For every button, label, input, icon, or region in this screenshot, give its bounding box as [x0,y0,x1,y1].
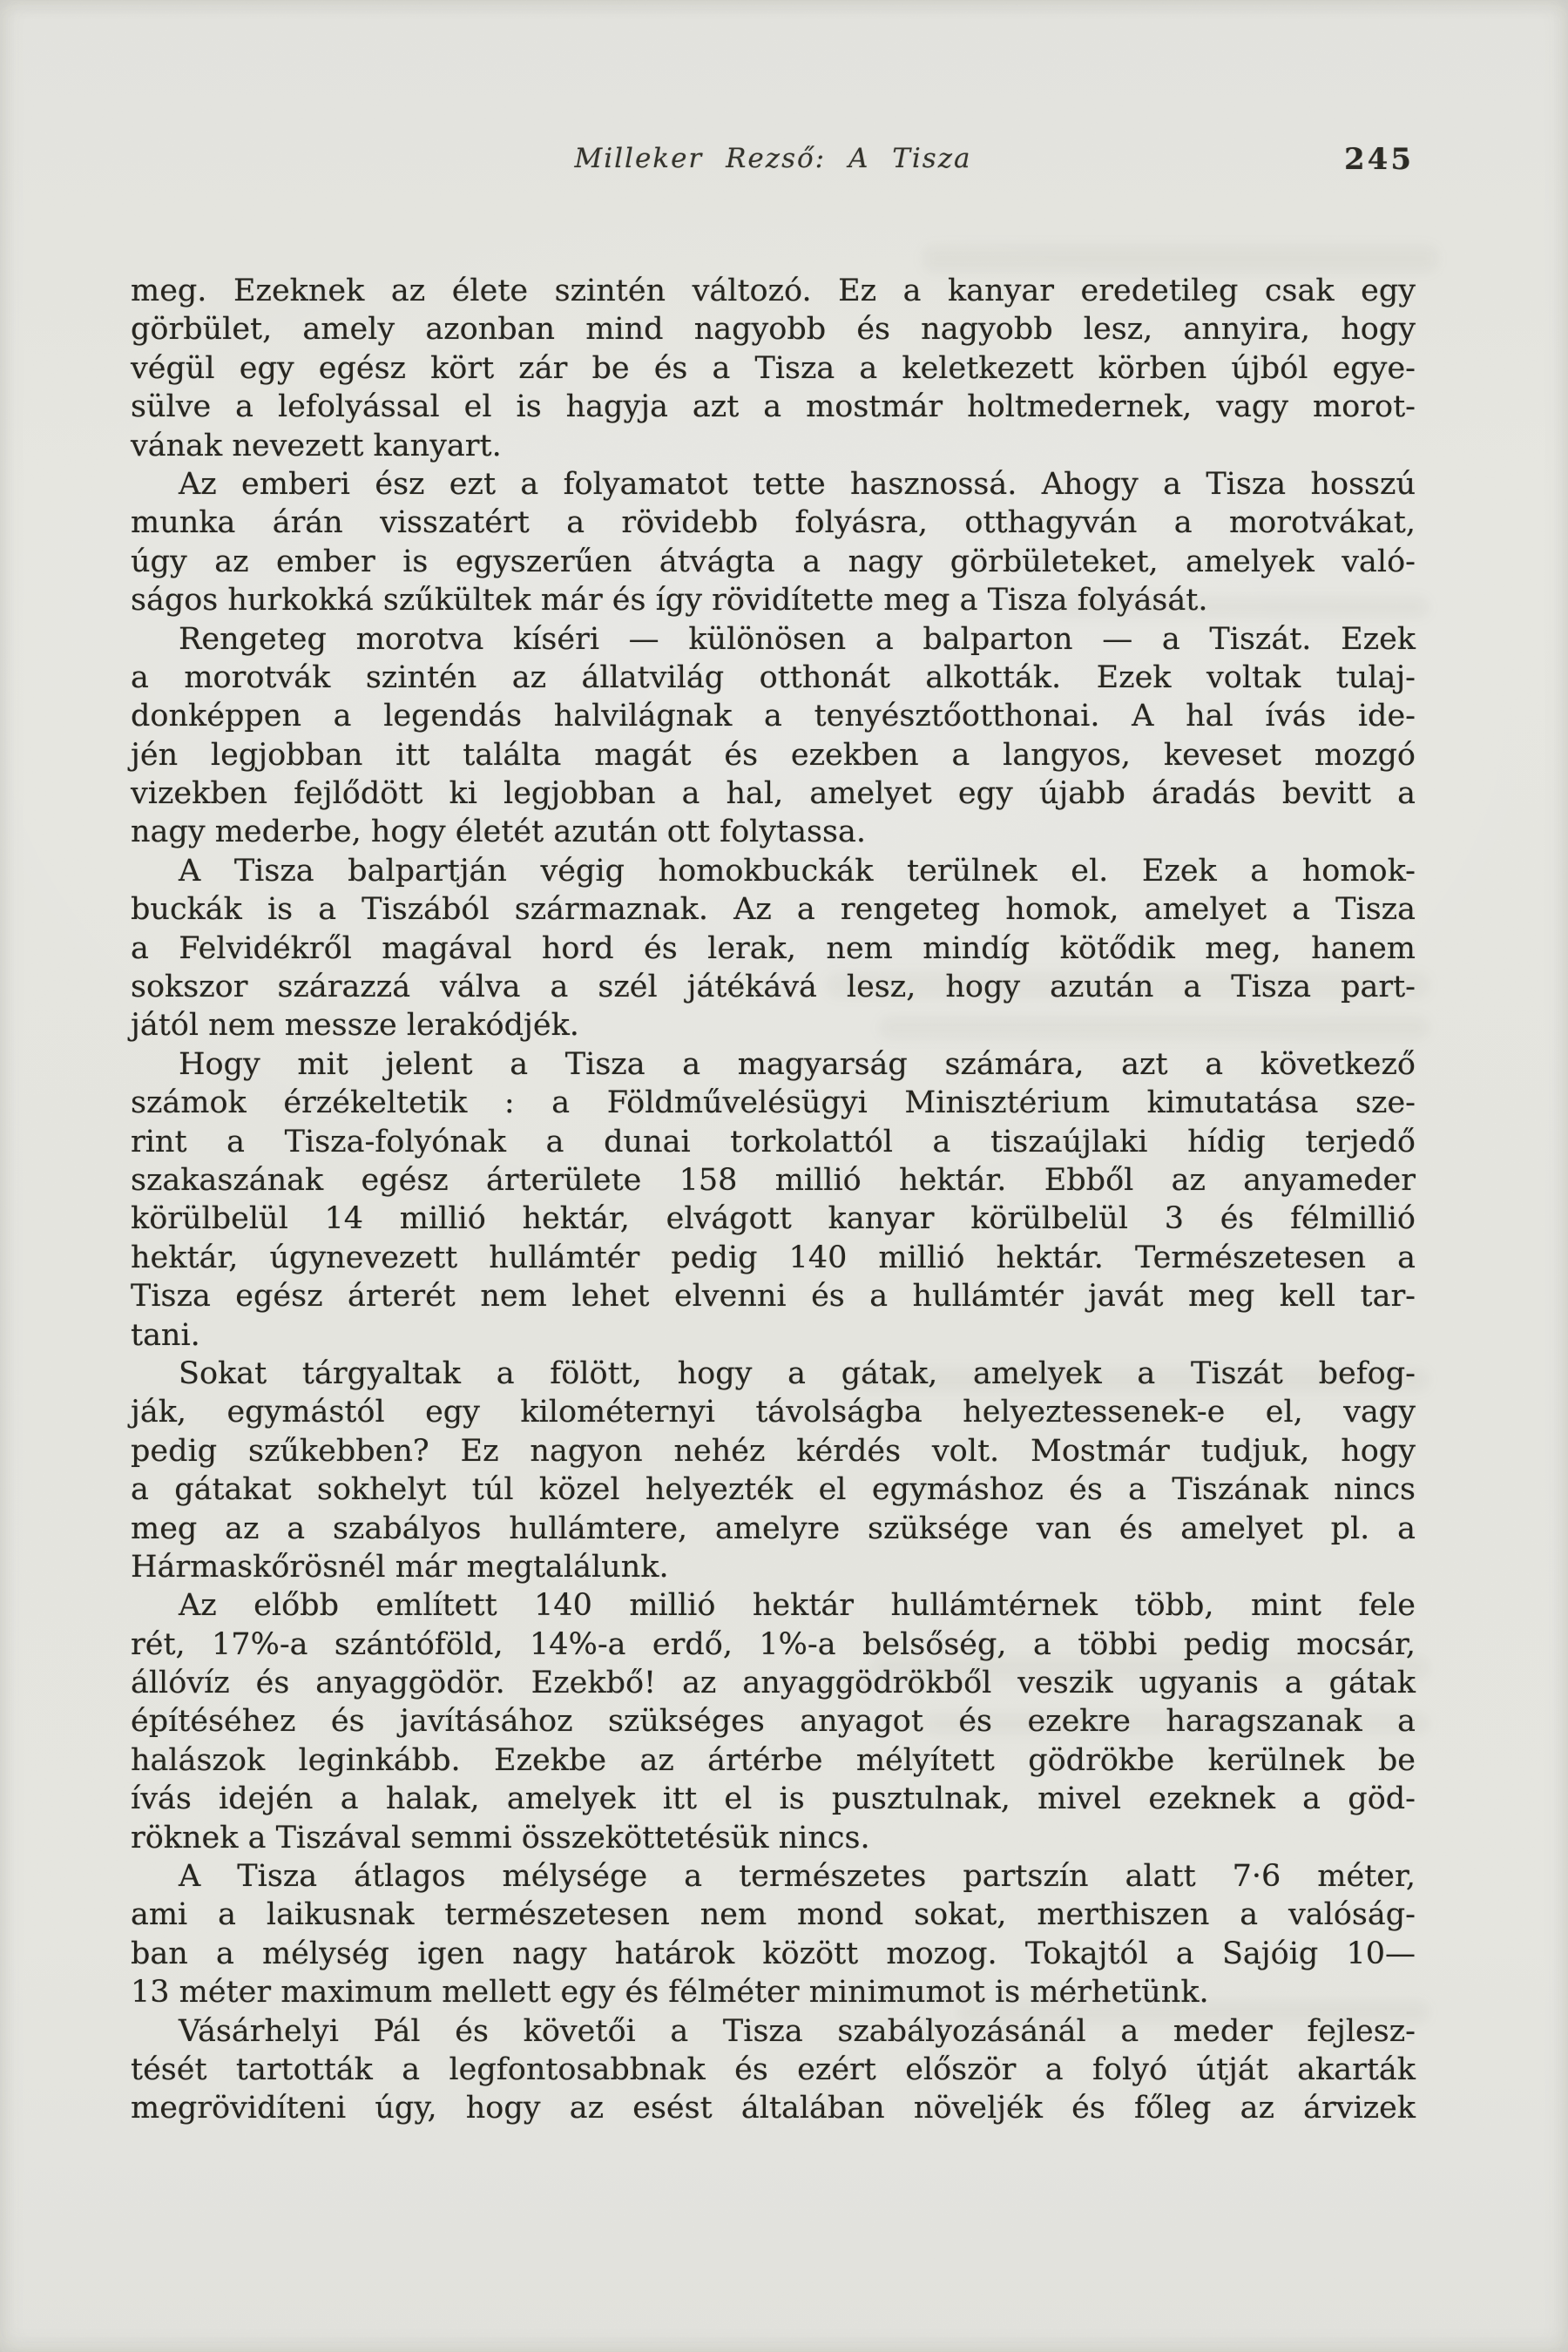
text-line: jén legjobban itt találta magát és ezekben a langyos, keveset mozgó [131,737,1416,773]
text-line: a gátakat sokhelyt túl közel helyezték el egymáshoz és a Tiszának nincs [131,1472,1416,1508]
text-line: Hármaskőrösnél már megtalálunk. [131,1549,669,1585]
text-line: donképpen a legendás halvilágnak a tenyésztőotthonai. A hal ívás ide- [131,699,1416,734]
text-line: munka árán visszatért a rövidebb folyásra, otthagyván a morotvákat, [131,505,1416,541]
text-line: pedig szűkebben? Ez nagyon nehéz kérdés volt. Mostmár tudjuk, hogy [131,1433,1416,1469]
text-line: 13 méter maximum mellett egy és félméter minimumot is mérhetünk. [131,1975,1209,2011]
text-line: úgy az ember is egyszerűen átvágta a nagy görbületeket, amelyek való- [131,544,1416,579]
text-line: Az emberi ész ezt a folyamatot tette hasznossá. Ahogy a Tisza hosszú [179,466,1416,502]
text-line: szakaszának egész árterülete 158 millió hektár. Ebből az anyameder [131,1162,1416,1198]
text-line: ban a mélység igen nagy határok között mozog. Tokajtól a Sajóig 10— [131,1936,1416,1971]
text-line: megrövidíteni úgy, hogy az esést általában növeljék és főleg az árvizek [131,2091,1416,2126]
text-line: meg az a szabályos hullámtere, amelyre szüksége van és amelyet pl. a [131,1511,1416,1546]
text-line: tését tartották a legfontosabbnak és ezért először a folyó útját akarták [131,2051,1416,2087]
text-line: a morotvák szintén az állatvilág otthonát alkották. Ezek voltak tulaj- [131,659,1416,695]
text-line: tani. [131,1317,200,1353]
text-line: Az előbb említett 140 millió hektár hullámtérnek több, mint fele [179,1588,1416,1624]
text-line: sülve a lefolyással el is hagyja azt a mostmár holtmedernek, vagy morot- [131,389,1416,425]
text-line: Vásárhelyi Pál és követői a Tisza szabályozásánál a meder fejlesz- [179,2013,1416,2049]
text-line: görbület, amely azonban mind nagyobb és nagyobb lesz, annyira, hogy [131,312,1416,348]
text-line: rint a Tisza-folyónak a dunai torkolattól a tiszaújlaki hídig terjedő [131,1124,1416,1159]
text-line: A Tisza balpartján végig homokbuckák terülnek el. Ezek a homok- [179,853,1416,889]
text-line: jától nem messze lerakódjék. [131,1008,579,1044]
text-line: nagy mederbe, hogy életét azután ott folytassa. [131,814,866,850]
text-line: halászok leginkább. Ezekbe az ártérbe mélyített gödrökbe kerülnek be [131,1742,1416,1778]
running-title: Milleker Rezső: A Tisza [574,143,972,174]
text-line: építéséhez és javításához szükséges anyagot és ezekre haragszanak a [131,1704,1416,1740]
text-line: Hogy mit jelent a Tisza a magyarság számára, azt a következő [179,1046,1416,1082]
text-line: A Tisza átlagos mélysége a természetes partszín alatt 7·6 méter, [179,1859,1416,1895]
text-line: ami a laikusnak természetesen nem mond sokat, merthiszen a valóság- [131,1897,1416,1933]
text-line: végül egy egész kört zár be és a Tisza a keletkezett körben újból egye- [131,350,1416,386]
text-line: ják, egymástól egy kilométernyi távolságba helyeztessenek-e el, vagy [131,1395,1416,1430]
text-line: Tisza egész árterét nem lehet elvenni és a hullámtér javát meg kell tar- [131,1279,1416,1315]
text-line: Sokat tárgyaltak a fölött, hogy a gátak, amelyek a Tiszát befog- [179,1355,1416,1391]
text-line: meg. Ezeknek az élete szintén változó. Ez a kanyar eredetileg csak egy [131,274,1416,308]
page-number: 245 [1344,142,1414,177]
text-line: ívás idején a halak, amelyek itt el is pusztulnak, mivel ezeknek a göd- [131,1781,1416,1817]
text-line: vának nevezett kanyart. [131,428,502,463]
text-line: a Felvidékről magával hord és lerak, nem mindíg kötődik meg, hanem [131,930,1416,966]
text-block [131,272,1416,2128]
running-head [131,139,1416,181]
page-bleedthrough [923,246,1437,272]
text-line: Rengeteg morotva kíséri — különösen a balparton — a Tiszát. Ezek [179,621,1416,657]
text-line: röknek a Tiszával semmi összeköttetésük nincs. [131,1820,870,1855]
text-line: állóvíz és anyaggödör. Ezekbő! az anyaggödrökből veszik ugyanis a gátak [131,1666,1416,1701]
text-line: körülbelül 14 millió hektár, elvágott kanyar körülbelül 3 és félmillió [131,1201,1416,1237]
text-line: számok érzékeltetik : a Földművelésügyi Minisztérium kimutatása sze- [131,1085,1416,1121]
text-line: sokszor szárazzá válva a szél játékává lesz, hogy azután a Tisza part- [131,970,1416,1005]
text-line: hektár, úgynevezett hullámtér pedig 140 millió hektár. Természetesen a [131,1240,1416,1275]
text-line: buckák is a Tiszából származnak. Az a rengeteg homok, amelyet a Tisza [131,892,1416,928]
text-line: rét, 17%-a szántóföld, 14%-a erdő, 1%-a belsőség, a többi pedig mocsár, [131,1626,1416,1662]
text-line: ságos hurkokká szűkültek már és így rövidítette meg a Tisza folyását. [131,583,1208,618]
text-line: vizekben fejlődött ki legjobban a hal, amelyet egy újabb áradás bevitt a [131,776,1416,812]
